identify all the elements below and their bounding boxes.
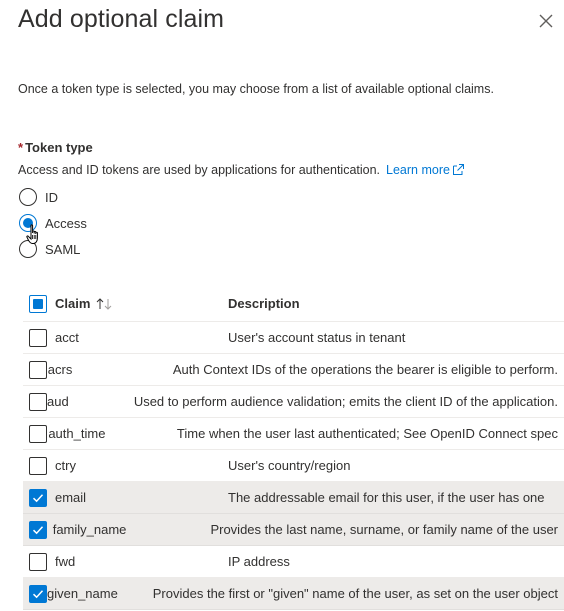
radio-id-circle (19, 188, 37, 206)
row-check-cell (23, 489, 55, 507)
claim-description: Provides the first or "given" name of the user, as set on the user object (152, 586, 558, 601)
table-row[interactable] (23, 386, 564, 418)
row-checkbox[interactable] (29, 329, 47, 347)
token-type-label-text: Token type (25, 140, 93, 155)
row-checkbox[interactable] (29, 553, 47, 571)
required-marker: * (18, 140, 24, 155)
claim-description: Auth Context IDs of the operations the bearer is eligible to perform. (172, 362, 558, 377)
select-all-checkbox[interactable] (29, 295, 47, 313)
close-icon (536, 11, 556, 31)
claim-name: aud (47, 394, 69, 409)
claim-name: fwd (55, 554, 76, 569)
row-checkbox[interactable] (29, 457, 47, 475)
table-header (23, 286, 564, 322)
claim-name: family_name (52, 522, 127, 537)
claim-name: auth_time (48, 426, 106, 441)
claim-description: User's country/region (228, 458, 351, 473)
claim-description: Provides the last name, surname, or family name of the user (210, 522, 558, 537)
radio-access-label: Access (45, 215, 87, 231)
row-check-cell (23, 425, 48, 443)
header-check-cell (23, 295, 55, 313)
close-button[interactable] (536, 11, 556, 31)
table-row[interactable] (23, 354, 564, 386)
checkmark-icon (32, 588, 44, 600)
claim-name: email (55, 490, 87, 505)
checkmark-icon (32, 524, 44, 536)
row-checkbox[interactable] (29, 425, 47, 443)
claim-name: acct (55, 330, 79, 345)
claim-name: ctry (55, 458, 76, 473)
radio-option-id[interactable] (19, 187, 58, 207)
row-check-cell (23, 329, 55, 347)
table-row[interactable] (23, 482, 564, 514)
claim-description: Time when the user last authenticated; See OpenID Connect spec (176, 426, 558, 441)
claim-description: User's account status in tenant (228, 330, 406, 345)
table-row[interactable] (23, 450, 564, 482)
external-link-icon (452, 163, 465, 176)
row-check-cell (23, 457, 55, 475)
row-check-cell (23, 393, 47, 411)
table-row[interactable] (23, 322, 564, 354)
token-type-label (18, 140, 93, 155)
claim-description: IP address (228, 554, 290, 569)
table-row[interactable] (23, 514, 564, 546)
radio-option-saml[interactable] (19, 239, 80, 259)
token-type-help-text: Access and ID tokens are used by applications for authentication. (18, 163, 381, 177)
row-checkbox[interactable] (29, 585, 47, 603)
table-row[interactable] (23, 418, 564, 450)
row-checkbox[interactable] (29, 489, 47, 507)
claim-description: Used to perform audience validation; emits the client ID of the application. (133, 394, 558, 409)
claim-description: The addressable email for this user, if the user has one (228, 490, 545, 505)
claim-name: given_name (47, 586, 118, 601)
row-check-cell (23, 585, 47, 603)
radio-saml-label: SAML (45, 241, 81, 257)
panel-title: Add optional claim (18, 5, 225, 33)
row-check-cell (23, 553, 55, 571)
learn-more-link[interactable] (386, 163, 465, 177)
row-checkbox[interactable] (29, 521, 47, 539)
claim-name: acrs (47, 362, 73, 377)
row-checkbox[interactable] (29, 393, 47, 411)
table-body (23, 322, 564, 610)
claims-table (23, 286, 564, 610)
radio-access-circle (19, 214, 37, 232)
table-row[interactable] (23, 546, 564, 578)
learn-more-label: Learn more (386, 163, 450, 177)
table-row[interactable] (23, 578, 564, 610)
radio-id-label: ID (45, 189, 58, 205)
radio-selected-dot (23, 218, 33, 228)
claim-header-label: Claim (55, 296, 91, 311)
claim-column-header[interactable] (55, 296, 228, 311)
radio-option-access[interactable] (19, 213, 87, 233)
row-check-cell (23, 521, 53, 539)
radio-saml-circle (19, 240, 37, 258)
sort-icon[interactable] (96, 298, 113, 310)
checkmark-icon (32, 492, 44, 504)
description-column-header: Description (228, 296, 300, 311)
indeterminate-mark (33, 299, 43, 309)
row-checkbox[interactable] (29, 361, 47, 379)
token-type-help (18, 163, 465, 177)
row-check-cell (23, 361, 48, 379)
intro-text: Once a token type is selected, you may choose from a list of available optional claims. (18, 82, 494, 96)
